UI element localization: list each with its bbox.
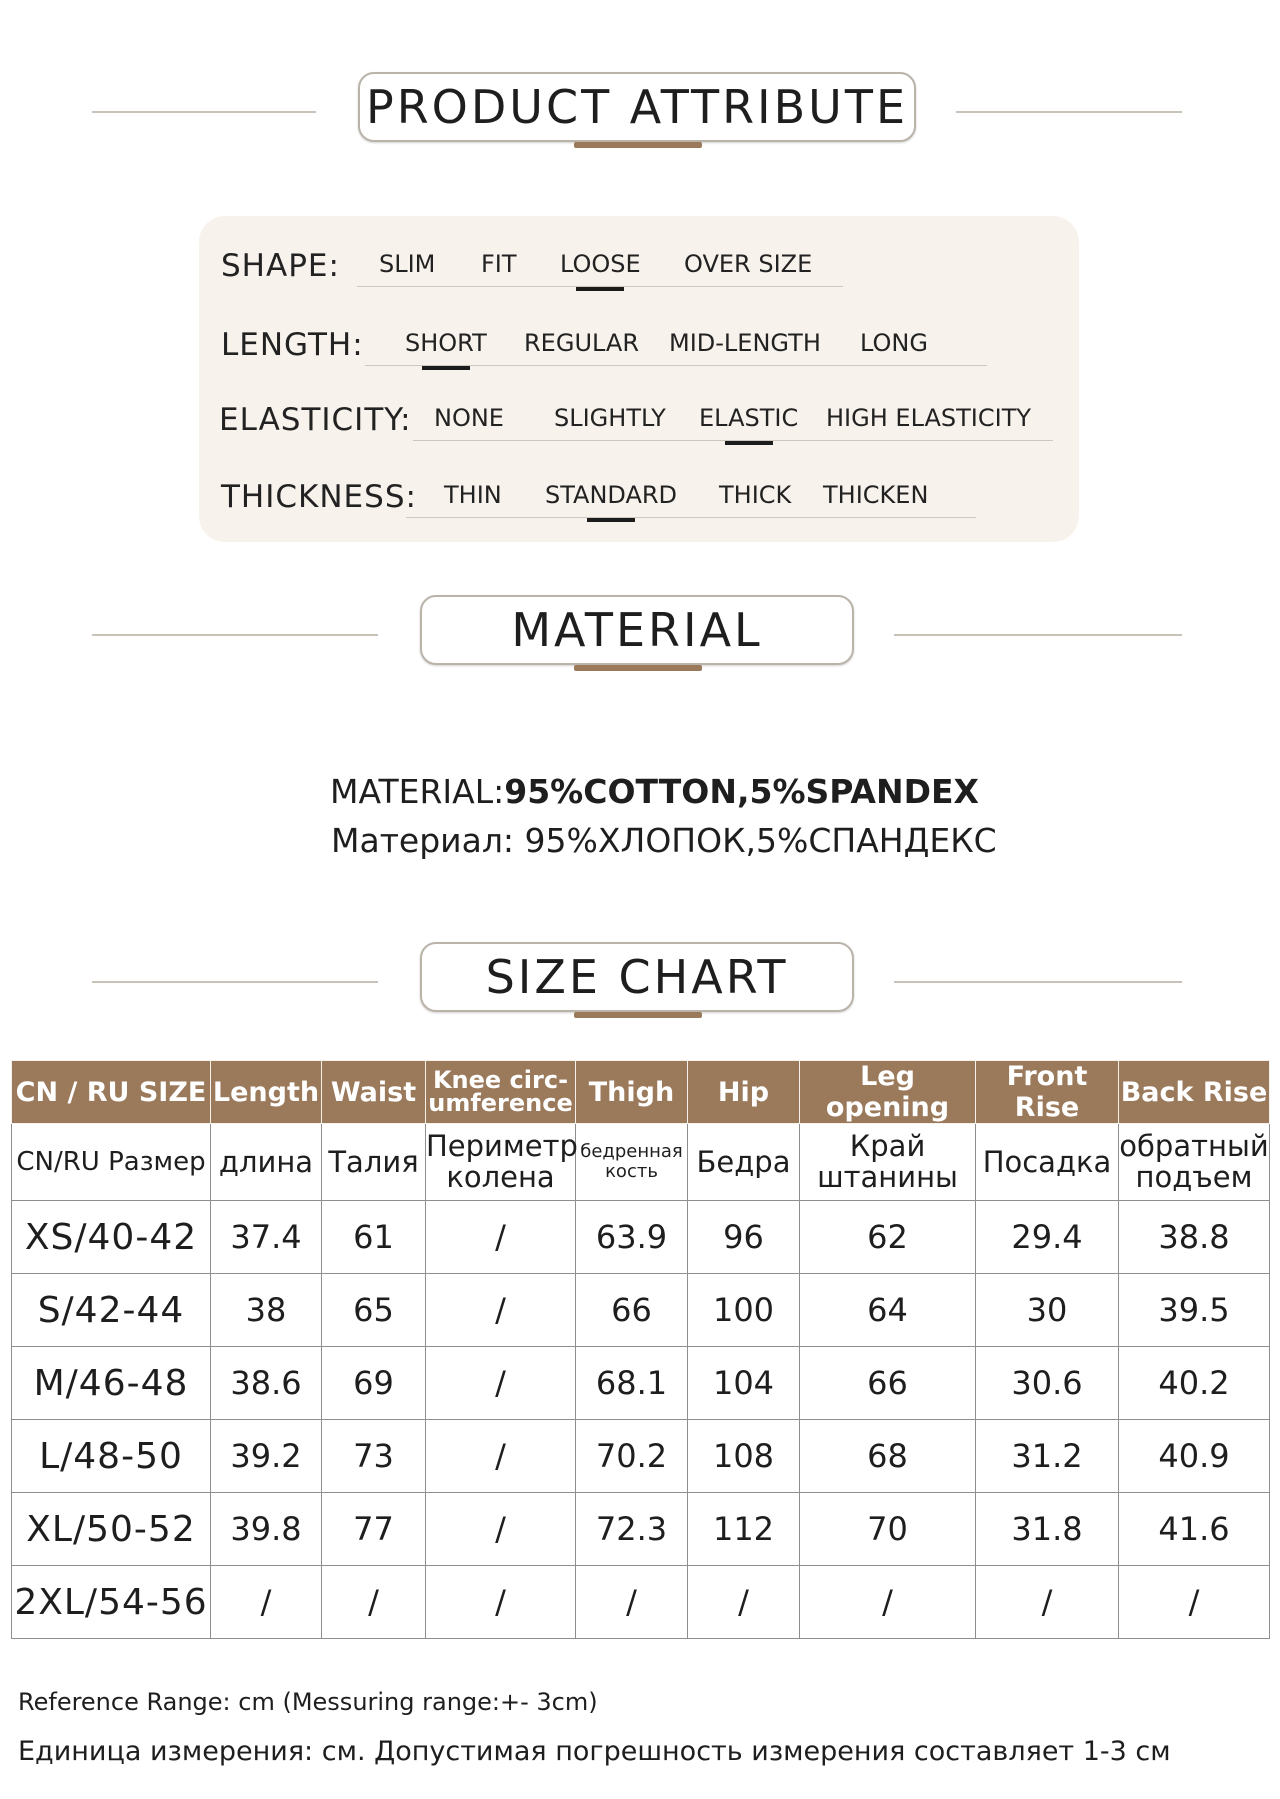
attr-option: NONE: [434, 404, 504, 432]
header-rule-left: [92, 111, 316, 113]
col-header-ru: Периметр колена: [426, 1124, 576, 1201]
attr-row-line: [357, 286, 843, 287]
section-title: SIZE CHART: [485, 950, 789, 1004]
table-cell: 38.6: [211, 1347, 322, 1420]
material-ru-label: Материал:: [331, 821, 515, 860]
col-header: Knee circ-umference: [426, 1061, 576, 1124]
attr-label: SHAPE:: [221, 248, 340, 284]
attr-row-shape: [199, 240, 1079, 290]
table-cell: 64: [800, 1274, 976, 1347]
table-cell: /: [426, 1347, 576, 1420]
attribute-card: [199, 216, 1079, 542]
section-title: PRODUCT ATTRIBUTE: [365, 80, 909, 134]
selected-underline: [725, 441, 773, 445]
material-ru-value: 95%ХЛОПОК,5%СПАНДЕКС: [524, 821, 997, 860]
table-cell: 31.8: [976, 1493, 1119, 1566]
col-header: Front Rise: [976, 1061, 1119, 1124]
attr-row-thickness: [199, 471, 1079, 521]
col-header: Back Rise: [1119, 1061, 1270, 1124]
table-cell: 40.9: [1119, 1420, 1270, 1493]
table-cell: 29.4: [976, 1201, 1119, 1274]
attr-label: THICKNESS:: [221, 479, 417, 515]
table-row: [12, 1347, 1270, 1420]
table-cell: /: [688, 1566, 800, 1639]
table-cell: /: [322, 1566, 426, 1639]
col-header: CN / RU SIZE: [12, 1061, 211, 1124]
attr-label: LENGTH:: [221, 327, 364, 363]
table-cell: 104: [688, 1347, 800, 1420]
table-cell: 100: [688, 1274, 800, 1347]
table-cell: 65: [322, 1274, 426, 1347]
table-cell: 62: [800, 1201, 976, 1274]
col-header-ru: Посадка: [976, 1124, 1119, 1201]
table-cell: /: [211, 1566, 322, 1639]
col-header-ru: бедренная кость: [576, 1124, 688, 1201]
table-cell: 37.4: [211, 1201, 322, 1274]
col-header: Hip: [688, 1061, 800, 1124]
attr-option-selected: STANDARD: [545, 481, 677, 509]
col-header-ru: обратный подъем: [1119, 1124, 1270, 1201]
table-cell: 41.6: [1119, 1493, 1270, 1566]
size-cell: XS/40-42: [12, 1201, 211, 1274]
table-cell: /: [976, 1566, 1119, 1639]
header-title-box: [358, 72, 916, 142]
col-header: Thigh: [576, 1061, 688, 1124]
reference-note-en: Reference Range: cm (Messuring range:+- 3cm): [18, 1688, 598, 1716]
size-cell: 2XL/54-56: [12, 1566, 211, 1639]
size-cell: M/46-48: [12, 1347, 211, 1420]
table-cell: 40.2: [1119, 1347, 1270, 1420]
selected-underline: [587, 518, 635, 522]
size-cell: L/48-50: [12, 1420, 211, 1493]
attr-option: REGULAR: [524, 329, 640, 357]
col-header-ru: Край штанины: [800, 1124, 976, 1201]
table-cell: 108: [688, 1420, 800, 1493]
table-cell: /: [426, 1493, 576, 1566]
col-header-ru: Бедра: [688, 1124, 800, 1201]
material-header: [0, 595, 1280, 675]
table-cell: /: [426, 1566, 576, 1639]
table-cell: /: [576, 1566, 688, 1639]
attr-option: SLIGHTLY: [554, 404, 666, 432]
table-cell: 68: [800, 1420, 976, 1493]
table-cell: 66: [576, 1274, 688, 1347]
selected-underline: [576, 287, 624, 291]
header-rule-right: [894, 981, 1182, 983]
col-header: Length: [211, 1061, 322, 1124]
table-cell: 31.2: [976, 1420, 1119, 1493]
attr-row-length: [199, 319, 1079, 369]
table-cell: 68.1: [576, 1347, 688, 1420]
attr-option-selected: LOOSE: [560, 250, 641, 278]
header-title-box: [420, 595, 854, 665]
header-accent-bar: [574, 1012, 702, 1018]
table-cell: /: [800, 1566, 976, 1639]
header-rule-right: [956, 111, 1182, 113]
reference-note-ru: Единица измерения: см. Допустимая погрешность измерения составляет 1-3 см: [18, 1736, 1171, 1767]
table-cell: /: [426, 1420, 576, 1493]
table-cell: 77: [322, 1493, 426, 1566]
table-row: [12, 1566, 1270, 1639]
table-cell: /: [426, 1274, 576, 1347]
header-rule-right: [894, 634, 1182, 636]
table-cell: 72.3: [576, 1493, 688, 1566]
section-title: MATERIAL: [511, 603, 763, 657]
table-cell: 70.2: [576, 1420, 688, 1493]
size-chart-header: [0, 942, 1280, 1022]
col-header: Leg opening: [800, 1061, 976, 1124]
attr-option: THICKEN: [823, 481, 929, 509]
col-header-ru: длина: [211, 1124, 322, 1201]
col-header: Waist: [322, 1061, 426, 1124]
table-cell: 39.5: [1119, 1274, 1270, 1347]
attr-option: THICK: [719, 481, 792, 509]
attr-option: HIGH ELASTICITY: [826, 404, 1032, 432]
col-header-ru: CN/RU Размер: [12, 1124, 211, 1201]
table-cell: 61: [322, 1201, 426, 1274]
table-row: [12, 1493, 1270, 1566]
attr-option: MID-LENGTH: [669, 329, 821, 357]
attr-row-line: [365, 365, 987, 366]
table-cell: /: [426, 1201, 576, 1274]
size-cell: XL/50-52: [12, 1493, 211, 1566]
attr-option: FIT: [481, 250, 517, 278]
table-row: [12, 1274, 1270, 1347]
attr-option: SLIM: [379, 250, 436, 278]
attr-option-selected: SHORT: [405, 329, 487, 357]
header-rule-left: [92, 981, 378, 983]
header-title-box: [420, 942, 854, 1012]
table-row: [12, 1201, 1270, 1274]
material-en-value: 95%COTTON,5%SPANDEX: [504, 772, 979, 811]
size-chart-table: [11, 1060, 1270, 1639]
header-row-ru: [12, 1124, 1270, 1201]
table-cell: 70: [800, 1493, 976, 1566]
attr-option-selected: ELASTIC: [699, 404, 798, 432]
material-en-label: MATERIAL:: [330, 772, 505, 811]
attr-row-elasticity: [199, 394, 1079, 444]
header-row-en: [12, 1061, 1270, 1124]
attr-row-line: [406, 517, 976, 518]
table-cell: 39.8: [211, 1493, 322, 1566]
table-cell: 39.2: [211, 1420, 322, 1493]
table-cell: 63.9: [576, 1201, 688, 1274]
table-cell: 73: [322, 1420, 426, 1493]
table-cell: 66: [800, 1347, 976, 1420]
attr-option: THIN: [444, 481, 502, 509]
attr-row-line: [413, 440, 1053, 441]
header-accent-bar: [574, 142, 702, 148]
size-cell: S/42-44: [12, 1274, 211, 1347]
header-rule-left: [92, 634, 378, 636]
table-cell: /: [1119, 1566, 1270, 1639]
table-cell: 30: [976, 1274, 1119, 1347]
table-cell: 38: [211, 1274, 322, 1347]
table-cell: 38.8: [1119, 1201, 1270, 1274]
table-cell: 96: [688, 1201, 800, 1274]
table-row: [12, 1420, 1270, 1493]
col-header-ru: Талия: [322, 1124, 426, 1201]
attr-option: LONG: [860, 329, 928, 357]
table-cell: 30.6: [976, 1347, 1119, 1420]
table-cell: 112: [688, 1493, 800, 1566]
attr-option: OVER SIZE: [684, 250, 813, 278]
material-en: [330, 772, 979, 811]
selected-underline: [422, 366, 470, 370]
table-cell: 69: [322, 1347, 426, 1420]
product-attribute-header: [0, 72, 1280, 152]
material-ru: [331, 821, 997, 860]
attr-label: ELASTICITY:: [219, 402, 412, 438]
header-accent-bar: [574, 665, 702, 671]
